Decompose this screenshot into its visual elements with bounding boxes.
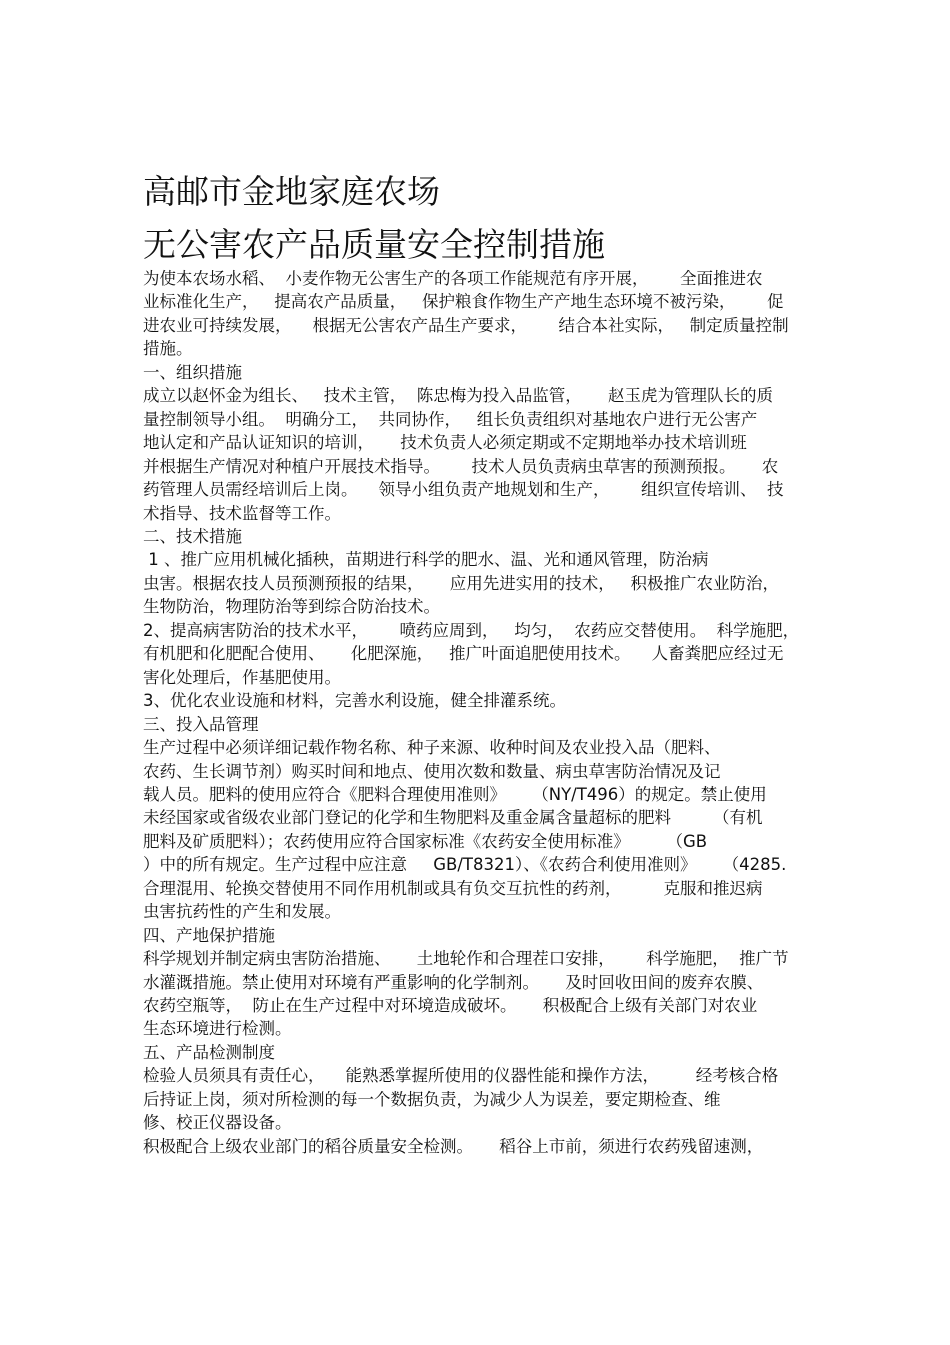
body-line: 后持证上岗，须对所检测的每一个数据负责，为减少人为误差，要定期检查、维 — [143, 1089, 721, 1109]
body-line: 业标准化生产， 提高农产品质量， 保护粮食作物生产产地生态环境不被污染， 促 — [143, 292, 784, 312]
body-line: 虫害抗药性的产生和发展。 — [143, 902, 341, 922]
body-line: 四、产地保护措施 — [143, 925, 275, 945]
body-line: 一、组织措施 — [143, 362, 242, 382]
body-line: 成立以赵怀金为组长、 技术主管， 陈忠梅为投入品监管， 赵玉虎为管理队长的质 — [143, 386, 773, 406]
body-line: 害化处理后，作基肥使用。 — [143, 667, 341, 687]
body-line: 药管理人员需经培训后上岗。 领导小组负责产地规划和生产， 组织宣传培训、 技 — [143, 480, 784, 499]
body-line: 水灌溉措施。禁止使用对环境有严重影响的化学制剂。 及时回收田间的废弃农膜、 — [143, 972, 764, 992]
body-line: 2、提高病害防治的技术水平， 喷药应周到， 均匀， 农药应交替使用。 科学施肥， — [143, 620, 800, 640]
body-line: 合理混用、轮换交替使用不同作用机制或具有负交互抗性的药剂， 克服和推迟病 — [143, 878, 763, 898]
body-line: 并根据生产情况对种植户开展技术指导。 技术人员负责病虫草害的预测预报。 农 — [143, 456, 779, 476]
document-title-line2: 无公害农产品质量安全控制措施 — [143, 225, 605, 264]
body-line: 载人员。肥料的使用应符合《肥料合理使用准则》 （NY/T496）的规定。禁止使用 — [143, 784, 767, 804]
body-line: 农药、生长调节剂）购买时间和地点、使用次数和数量、病虫草害防治情况及记 — [143, 761, 721, 781]
body-line: 有机肥和化肥配合使用、 化肥深施， 推广叶面追肥使用技术。 人畜粪肥应经过无 — [143, 644, 784, 664]
body-line: 三、投入品管理 — [143, 714, 259, 734]
body-line: 生产过程中必须详细记载作物名称、种子来源、收种时间及农业投入品（肥料、 — [143, 738, 721, 757]
body-line: 虫害。根据农技人员预测预报的结果， 应用先进实用的技术， 积极推广农业防治， — [143, 573, 779, 593]
body-line: 二、技术措施 — [143, 527, 242, 546]
body-line: 未经国家或省级农业部门登记的化学和生物肥料及重金属含量超标的肥料 （有机 — [143, 808, 763, 828]
body-line: 为使本农场水稻、 小麦作物无公害生产的各项工作能规范有序开展， 全面推进农 — [143, 269, 763, 288]
body-line: 生物防治，物理防治等到综合防治技术。 — [143, 597, 440, 617]
body-line: 量控制领导小组。 明确分工， 共同协作， 组长负责组织对基地农户进行无公害产 — [143, 409, 758, 429]
body-line: 农药空瓶等， 防止在生产过程中对环境造成破坏。 积极配合上级有关部门对农业 — [143, 995, 758, 1015]
body-line: 进农业可持续发展， 根据无公害农产品生产要求， 结合本社实际， 制定质量控制 — [143, 315, 789, 335]
body-line: 3、优化农业设施和材料，完善水利设施，健全排灌系统。 — [143, 691, 566, 711]
body-line: 生态环境进行检测。 — [143, 1019, 292, 1039]
body-line: 五、产品检测制度 — [143, 1042, 275, 1062]
body-line: 措施。 — [143, 339, 193, 359]
body-line: 术指导、技术监督等工作。 — [143, 503, 341, 523]
body-line: 科学规划并制定病虫害防治措施、 土地轮作和合理茬口安排， 科学施肥， 推广节 — [143, 949, 789, 968]
body-line: ）中的所有规定。生产过程中应注意 GB/T8321）、《农药合利使用准则》 （4285. — [143, 855, 787, 875]
body-line: 检验人员须具有责任心， 能熟悉掌握所使用的仪器性能和操作方法， 经考核合格 — [143, 1066, 779, 1086]
body-line: 肥料及矿质肥料）；农药使用应符合国家标准《农药安全使用标准》 （GB — [143, 831, 708, 851]
body-line: 1 、推广应用机械化插秧，苗期进行科学的肥水、温、光和通风管理，防治病 — [143, 550, 709, 570]
body-line: 修、校正仪器设备。 — [143, 1113, 292, 1133]
body-line: 积极配合上级农业部门的稻谷质量安全检测。 稻谷上市前，须进行农药残留速测， — [143, 1136, 764, 1156]
body-line: 地认定和产品认证知识的培训， 技术负责人必须定期或不定期地举办技术培训班 — [143, 433, 747, 453]
document-title-line1: 高邮市金地家庭农场 — [143, 172, 440, 211]
